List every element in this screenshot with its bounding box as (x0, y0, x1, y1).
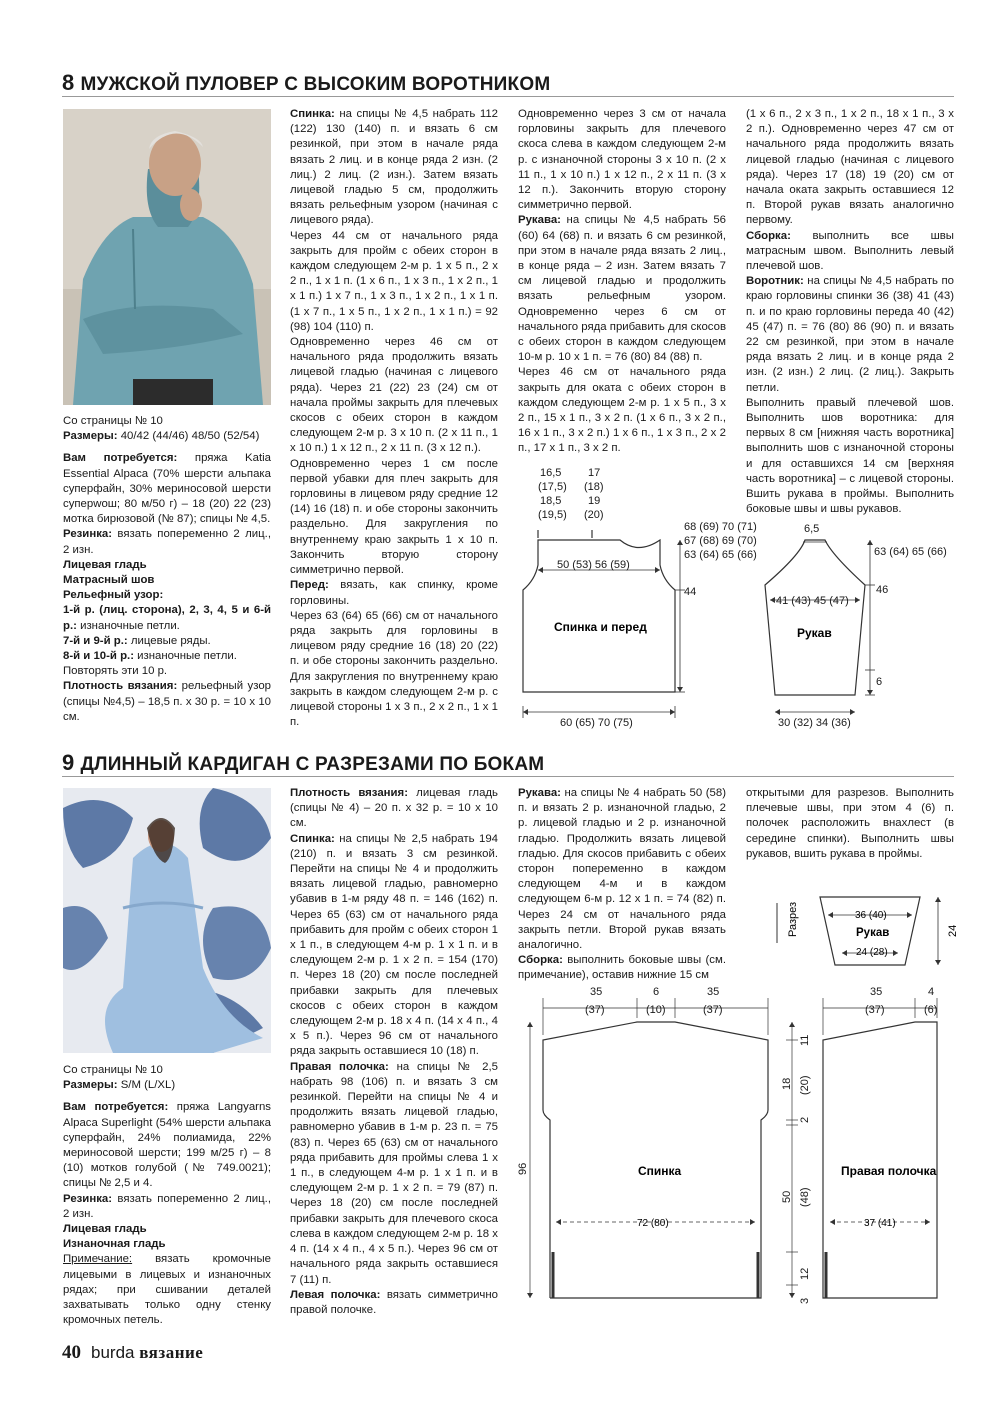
dim-b-35a: 35 (590, 986, 603, 998)
dim-v20: (20) (799, 1075, 811, 1095)
s8-col4: (1 x 6 п., 2 x 3 п., 1 x 2 п., 18 x 1 п., 3 x 2 п.). Одновременно через 47 см от начального ряда продолжить вязать лицевой гладью (начиная с лицевого ряда). Через 17 (18) 19 (20) см от начала оката закрыть оставшиеся 12 п. Второй рукав вязать аналогично первому. Сборка: выполнить все швы матрасным швом. Выполнить левый плечевой шов. Воротник: на спицы № 4,5 набрать по краю горловины спинки 36 (38) 41 (43) п. и по краю горловины переда 40 (42) 45 (47) п. = 76 (80) 86 (90) п. и вязать 22 см резинкой, при этом в начале ряда вязать 2 лиц. и в конце ряда 2 изн. (2 изн.) 2 лиц. (2 лиц.). Закрыть петли. Выполнить правый плечевой шов. Выполнить шов воротника: для первых 8 см [нижняя часть воротника] выполнить шов с изнаночной стороны и для оставшихся 14 см [верхняя часть воротника] – с лицевой стороны. Вшить рукава в проймы. Выполнить боковые швы и швы рукавов. (746, 108, 954, 516)
dim-v96: 96 (517, 1162, 529, 1175)
dim-h3: 63 (64) 65 (66) (684, 549, 757, 561)
dim-w-front: 37 (41) (864, 1218, 896, 1229)
photo-cardigan (63, 788, 271, 1053)
dim-top-width: 50 (53) 56 (59) (557, 559, 630, 571)
dim-f-6: (6) (924, 1004, 938, 1016)
label-body: Спинка и перед (554, 620, 647, 634)
photo-pullover (63, 109, 271, 405)
dim-sleeve-6: 6 (876, 676, 883, 688)
s8-col2: Спинка: на спицы № 4,5 набрать 112 (122) 130 (140) п. и вязать 6 см резинкой, при этом в начале ряда вязать 2 лиц. и в конце ряда 2 изн. (2 лиц.) 2 лиц. (2 изн.). Затем вязать лицевой гладью 5 см, продолжить вязать рельефным узором (начиная с лицевого ряда). Через 44 см от начального ряда закрыть для пройм с обеих сторон в каждом следующем 2-м р. 1 x 5 п., 2 x 2 п., 1 x 1 п. (1 x 6 п., 1 x 3 п., 1 x 2 п., 1 x 1 п.) 1 x 7 п., 1 x 3 п., 1 x 2 п., 1 x 1 п. (1 x 7 п., 1 x 5 п., 1 x 2 п., 1 x 1 п.) = 92 (98) 104 (110) п. Одновременно через 46 см от начального ряда продолжить вязать лицевой гладью (начиная с лицевого ряда). Через 21 (22) 23 (24) см от начала проймы закрыть для плечевых скосов с обеих сторон в каждом следующем 2-м р. 3 x 10 п. (2 x 11 п., 1 x 10 п.) 1 x 12 п., 2 x 11 п. (3 x 12 п.). Одновременно через 1 см после первой убавки для плеч закрыть для горловины в лицевом ряду средние 12 (14) 16 (18) п. и обе стороны закончить раздельно. Для закругления по внутреннему краю закрыть 1 x 10 п. Закончить вторую сторону симметрично первой. Перед: вязать, как спинку, кроме горловины. Через 63 (64) 65 (66) см от начального ряда закрыть для горловины в лицевом ряду средние 16 (18) 20 (22) п. и обе стороны закончить раздельно. Для закругления по внутреннему краю закрыть в каждом следующем 2-м р. с лицевой стороны 1 x 3 п., 2 x 2 п., 1 x 1 п. (290, 108, 498, 729)
dim-f-37: (37) (865, 1004, 885, 1016)
dim-sleeve-height: 63 (64) 65 (66) (874, 546, 947, 558)
dim-neck-2: 19 (588, 495, 601, 507)
dim-v48: (48) (799, 1187, 811, 1207)
dim-shoulder-2: 18,5 (540, 495, 562, 507)
dim-sleeve-bottom: 30 (32) 34 (36) (778, 717, 851, 729)
s9-body-schematic (510, 980, 960, 1320)
dim-cap: 6,5 (804, 523, 820, 535)
dim-sleeve-46: 46 (876, 584, 889, 596)
dim-h1: 68 (69) 70 (71) (684, 521, 757, 533)
dim-f-4: 4 (928, 986, 935, 998)
dim-v12: 12 (799, 1267, 811, 1280)
dim-v3: 3 (799, 1297, 811, 1304)
divider (62, 776, 954, 777)
magazine-name: вязание (139, 1343, 204, 1362)
dim-h2: 67 (68) 69 (70) (684, 535, 757, 547)
dim-44: 44 (684, 586, 697, 598)
label-sleeve-9: Рукав (856, 927, 890, 939)
dim-v50: 50 (781, 1190, 793, 1203)
s9-sleeve-schematic (770, 885, 960, 975)
footer (62, 1342, 203, 1364)
dim-sl-bot: 24 (28) (856, 947, 888, 958)
s8-schematic (510, 460, 960, 730)
dim-shoulder-1: (17,5) (538, 481, 567, 493)
label-sleeve: Рукав (797, 626, 832, 640)
s9-col1: Со страницы № 10 Размеры: S/M (L/XL) Вам потребуется: пряжа Langyarns Alpaca Superlight (54% шерсти альпака суперфайн, 24% полиамида, 22% мериносовой шерсти; 199 м/25 г) – 8 (10) мотков голубой (№ 749.0021); спицы № 2,5 и 4. Резинка: вязать попеременно 2 лиц., 2 изн. Лицевая гладь Изнаночная гладь Примечание: вязать кромочные лицевыми в лицевых и изнаночных рядах; при сшивании деталей захватывать только одну стенку кромочных петель. (63, 1064, 271, 1327)
dim-v11: 11 (799, 1034, 811, 1046)
dim-b-10: (10) (646, 1004, 666, 1016)
label-slit: Разрез (787, 901, 799, 937)
from-page: Со страницы № 10 (63, 415, 163, 427)
from-page: Со страницы № 10 (63, 1064, 163, 1076)
dim-b-37b: (37) (703, 1004, 723, 1016)
dim-neck-1: (18) (584, 481, 604, 493)
s8-col1: Со страницы № 10 Размеры: 40/42 (44/46) 48/50 (52/54) Вам потребуется: пряжа Katia Essential Alpaca (70% шерсти альпака суперфайн, 30% мериносовой шерсти суперwош; 80 м/50 г) – 18 (20) 22 (23) мотка бирюзовой (№ 87); спицы № 4,5. Резинка: вязать попеременно 2 лиц., 2 изн. Лицевая гладь Матрасный шов Рельефный узор: 1-й р. (лиц. сторона), 2, 3, 4, 5 и 6-й р.: изнаночные петли. 7-й и 9-й р.: лицевые ряды. 8-й и 10-й р.: изнаночные петли. Повторять эти 10 р. Плотность вязания: рельефный узор (спицы №4,5) – 18,5 п. x 30 р. = 10 x 10 см. (63, 415, 271, 723)
s9-col3: Рукава: на спицы № 4 набрать 50 (58) п. и вязать 2 р. изнаночной гладью, 2 р. лицевой гладью и 2 р. изнаночной гладью. Продолжить вязать лицевой гладью. Для скосов прибавить с обеих сторон попеременно в каждом следующем 4-м и в каждом следующем 6-м р. 12 x 1 п. = 74 (82) п. Через 24 см от начального ряда закрыть петли. Второй рукав вязать аналогично. Сборка: выполнить боковые швы (см. примечание), оставив нижние 15 см (518, 787, 726, 982)
section-9-title: 9 ДЛИННЫЙ КАРДИГАН С РАЗРЕЗАМИ ПО БОКАМ (62, 750, 545, 775)
s9-col4: открытыми для разрезов. Выполнить плечевые швы, при этом 4 (6) п. полочек расположить внахлест (в середине спинки). Выполнить швы рукавов, вшить рукава в проймы. (746, 787, 954, 860)
dim-bottom: 60 (65) 70 (75) (560, 717, 633, 729)
dim-v18: 18 (781, 1077, 793, 1090)
dim-sl-h: 24 (947, 924, 959, 937)
dim-shoulder-0: 16,5 (540, 467, 562, 479)
s8-col3: Одновременно через 3 см от начала горловины закрыть для плечевого скоса слева в каждом следующем 2-м р. с изнаночной стороны 3 x 10 п. (2 x 11 п., 1 x 10 п.) 1 x 12 п., 2 x 11 п. (3 x 12 п.). Закончить вторую сторону симметрично первой. Рукава: на спицы № 4,5 набрать 56 (60) 64 (68) п. и вязать 6 см резинкой, при этом в начале ряда вязать 2 лиц., в конце ряда – 2 изн. Затем вязать 7 см лицевой гладью и продолжить вязать рельефным узором. Одновременно через 6 см от начального ряда прибавить для скосов с обеих сторон в каждом следующем 10-м р. 10 x 1 п. = 76 (80) 84 (88) п. Через 46 см от начального ряда закрыть для оката с обеих сторон в каждом следующем 2-м р. 1 x 5 п., 3 x 2 п., 15 x 1 п., 3 x 2 п. (1 x 6 п., 3 x 2 п., 16 x 1 п., 3 x 2 п.) 1 x 6 п., 1 x 3 п., 2 x 2 п., 17 x 1 п., 3 x 2 п. (518, 108, 726, 455)
label-back: Спинка (638, 1164, 682, 1178)
dim-b-6: 6 (653, 986, 660, 998)
dim-b-37a: (37) (585, 1004, 605, 1016)
dim-neck-3: (20) (584, 509, 604, 521)
page-number: 40 (62, 1342, 81, 1363)
dim-b-35b: 35 (707, 986, 720, 998)
dim-sl-top: 36 (40) (855, 910, 887, 921)
dim-sleeve-width: 41 (43) 45 (47) (776, 595, 849, 607)
dim-w-back: 72 (80) (637, 1218, 669, 1229)
brand: burda (91, 1343, 135, 1362)
dim-neck-0: 17 (588, 467, 601, 479)
divider (62, 96, 954, 97)
dim-shoulder-3: (19,5) (538, 509, 567, 521)
dim-f-35: 35 (870, 986, 883, 998)
section-8-title: 8 МУЖСКОЙ ПУЛОВЕР С ВЫСОКИМ ВОРОТНИКОМ (62, 70, 551, 95)
dim-v2: 2 (799, 1116, 811, 1123)
s9-col2: Плотность вязания: лицевая гладь (спицы № 4) – 20 п. x 32 р. = 10 x 10 см. Спинка: на спицы № 2,5 набрать 194 (210) п. и вязать 3 см резинкой. Перейти на спицы № 4 и продолжить вязать лицевой гладью, равномерно убавив в 1-м ряду 48 п. = 146 (162) п. Через 65 (63) см от начального ряда прибавить для пройм с обеих сторон 1 x 1 п., в следующем 4-м р. 1 x 1 п. и в следующем 2-м р. 1 x 2 п. = 154 (170) п. Через 18 (20) см после последней прибавки закрыть для плечевых скосов с обеих сторон в каждом следующем 2-м р. 18 x 4 п. (14 x 4 п., 4 x 5 п.). Через 96 см от начального ряда закрыть оставшиеся 10 (18) п. Правая полочка: на спицы № 2,5 набрать 98 (106) п. и вязать 3 см резинкой. Перейти на спицы № 4 и продолжить вязать лицевой гладью, равномерно убавив в 1-м р. 23 п. = 75 (83) п. Через 65 (63) см от начального ряда прибавить для проймы слева 1 x 1 п., в следующем 4-м р. 1 x 1 п. и в следующем 2-м р. 1 x 2 п. = 79 (87) п. Через 18 (20) см после последней прибавки закрыть для плечевого скоса слева в каждом следующем 2-м р. 18 x 4 п. (14 x 4 п., 4 x 5 п.). Через 96 см от начального ряда закрыть оставшиеся 7 (11) п. Левая полочка: вязать симметрично правой полочке. (290, 787, 499, 1316)
label-right-front: Правая полочка (841, 1164, 937, 1178)
